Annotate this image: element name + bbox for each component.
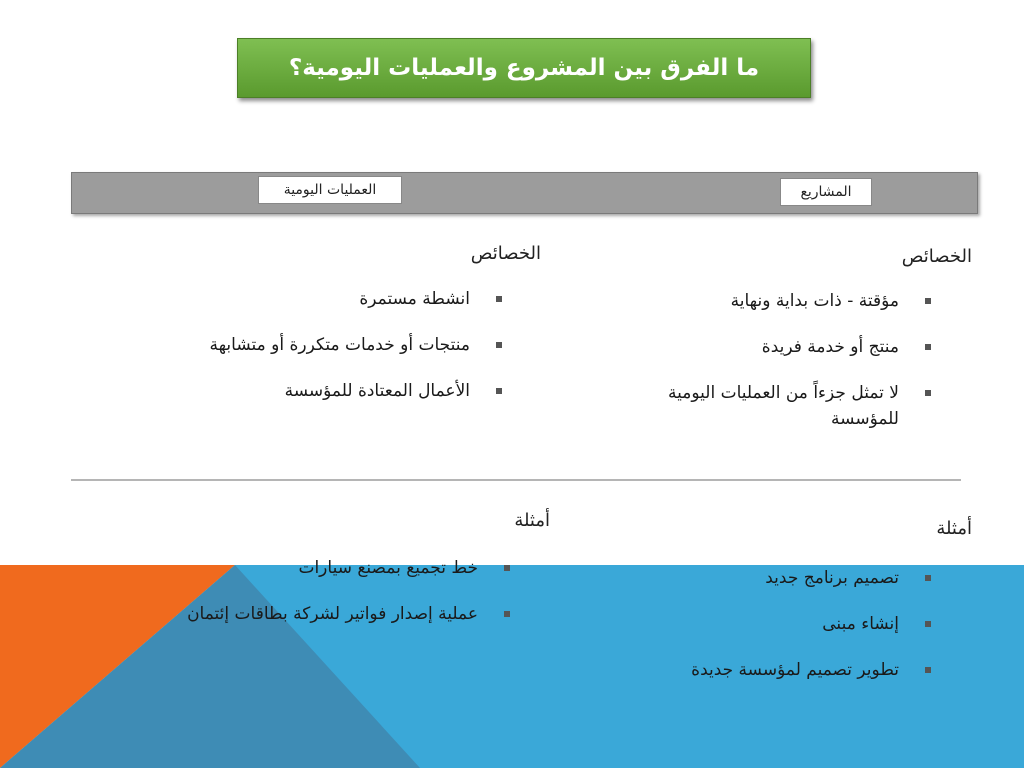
operations-examples-heading: أمثلة (514, 510, 550, 531)
bullet-icon (504, 565, 510, 571)
list-item: عملية إصدار فواتير لشركة بطاقات إئتمان (80, 601, 510, 627)
list-item: لا تمثل جزءاً من العمليات اليومية للمؤسسة (601, 380, 931, 432)
projects-column-label: المشاريع (780, 178, 872, 206)
section-divider (71, 479, 961, 481)
operations-column-label: العمليات اليومية (258, 176, 402, 204)
projects-examples-list (601, 565, 931, 703)
list-item: مؤقتة - ذات بداية ونهاية (601, 288, 931, 314)
list-item: انشطة مستمرة (82, 286, 502, 312)
list-item: خط تجميع بمصنع سيارات (80, 555, 510, 581)
bullet-icon (504, 611, 510, 617)
projects-characteristics-list (601, 288, 931, 452)
bullet-icon (925, 667, 931, 673)
operations-characteristics-list (82, 286, 502, 424)
bullet-icon (496, 342, 502, 348)
bullet-icon (496, 388, 502, 394)
bullet-icon (925, 575, 931, 581)
bullet-icon (925, 344, 931, 350)
title-banner (237, 38, 811, 98)
list-item: منتج أو خدمة فريدة (601, 334, 931, 360)
list-item: إنشاء مبنى (601, 611, 931, 637)
bullet-icon (925, 390, 931, 396)
operations-examples-list (80, 555, 510, 647)
projects-characteristics-heading: الخصائص (901, 246, 972, 267)
list-item: منتجات أو خدمات متكررة أو متشابهة (82, 332, 502, 358)
list-item: تصميم برنامج جديد (601, 565, 931, 591)
projects-examples-heading: أمثلة (936, 518, 972, 539)
bullet-icon (925, 621, 931, 627)
page-title: ما الفرق بين المشروع والعمليات اليومية؟ (288, 55, 760, 81)
bullet-icon (496, 296, 502, 302)
list-item: الأعمال المعتادة للمؤسسة (82, 378, 502, 404)
list-item: تطوير تصميم لمؤسسة جديدة (601, 657, 931, 683)
operations-characteristics-heading: الخصائص (470, 243, 541, 264)
bullet-icon (925, 298, 931, 304)
